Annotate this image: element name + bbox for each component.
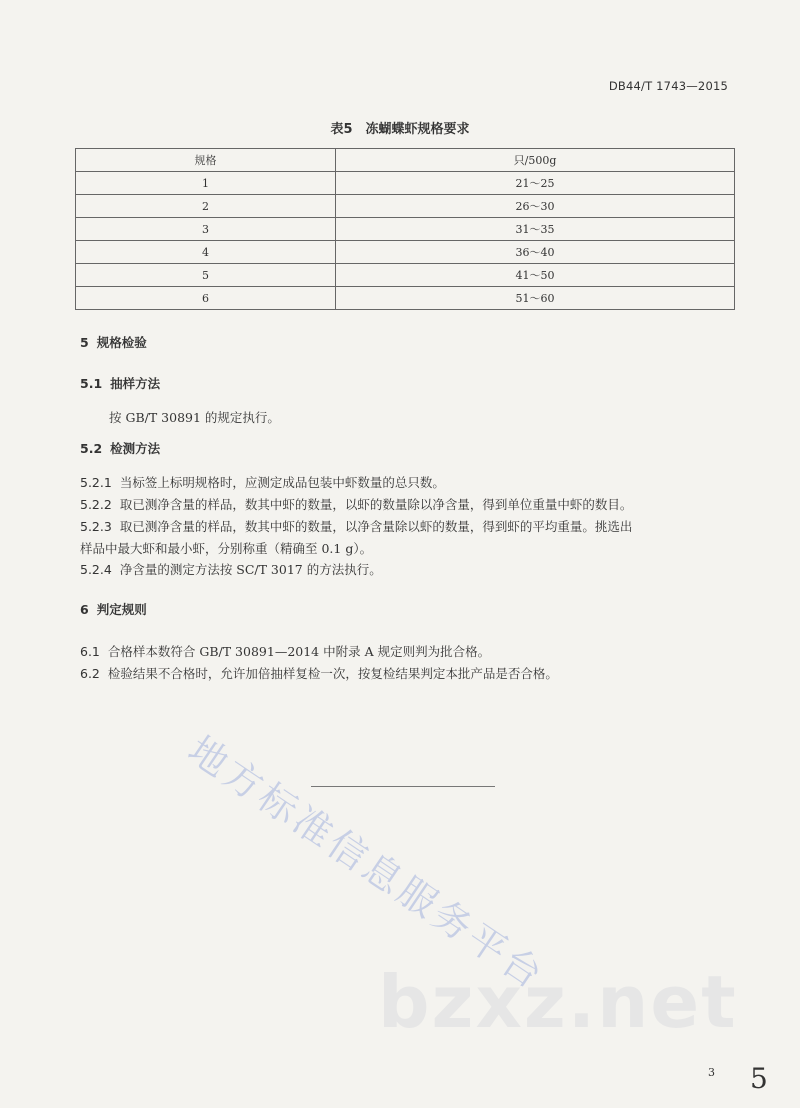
clause-number: 5.2.1 (80, 475, 112, 490)
end-rule (311, 786, 495, 787)
section-5-1-text: 按 GB/T 30891 的规定执行。 (109, 410, 280, 425)
site-watermark: bzxz.net (378, 960, 738, 1044)
count-cell: 21～25 (336, 172, 735, 195)
document-code: DB44/T 1743—2015 (608, 79, 728, 93)
table-row (76, 172, 735, 195)
clause-text: 取已测净含量的样品，数其中虾的数量，以虾的数量除以净含量，得到单位重量中虾的数目。 (119, 497, 633, 512)
clause-number: 6.2 (80, 666, 100, 681)
grade-cell: 4 (76, 241, 336, 264)
count-cell: 31～35 (336, 218, 735, 241)
table-title: 表5 冻蝴蝶虾规格要求 (330, 122, 470, 137)
section-5-2-heading (80, 439, 160, 457)
count-cell: 36～40 (336, 241, 735, 264)
clause-5-2-1 (80, 473, 445, 491)
clause-text: 净含量的测定方法按 SC/T 3017 的方法执行。 (119, 562, 382, 577)
column-header-count: 只/500g (336, 149, 735, 172)
section-title: 规格检验 (96, 335, 147, 350)
section-title: 抽样方法 (110, 376, 161, 391)
count-cell: 26～30 (336, 195, 735, 218)
column-header-grade: 规格 (76, 149, 336, 172)
clause-6-1 (80, 642, 490, 660)
corner-page-number: 5 (750, 1062, 768, 1095)
table-header-row (76, 149, 735, 172)
clause-5-2-3 (80, 517, 632, 535)
spec-table (75, 148, 735, 310)
section-title: 检测方法 (110, 441, 161, 456)
clause-text: 当标签上标明规格时，应测定成品包装中虾数量的总只数。 (119, 475, 445, 490)
grade-cell: 2 (76, 195, 336, 218)
section-6-heading (80, 600, 147, 618)
table-row (76, 241, 735, 264)
table-row (76, 264, 735, 287)
section-5-1-heading (80, 374, 160, 392)
page-number: 3 (708, 1066, 715, 1079)
section-5-heading (80, 333, 147, 351)
clause-text: 检验结果不合格时，允许加倍抽样复检一次，按复检结果判定本批产品是否合格。 (107, 666, 558, 681)
clause-text: 合格样本数符合 GB/T 30891—2014 中附录 A 规定则判为批合格。 (107, 644, 491, 659)
count-cell: 41～50 (336, 264, 735, 287)
clause-number: 5.2.2 (80, 497, 112, 512)
section-number: 5 (80, 335, 89, 350)
clause-number: 5.2.3 (80, 519, 112, 534)
section-number: 5.2 (80, 441, 103, 456)
section-number: 6 (80, 602, 89, 617)
section-title: 判定规则 (96, 602, 147, 617)
clause-5-2-2 (80, 495, 632, 513)
grade-cell: 5 (76, 264, 336, 287)
table-row (76, 218, 735, 241)
section-number: 5.1 (80, 376, 103, 391)
clause-number: 5.2.4 (80, 562, 112, 577)
grade-cell: 1 (76, 172, 336, 195)
grade-cell: 3 (76, 218, 336, 241)
watermark-text: 地方标准信息服务平台 (180, 727, 554, 999)
count-cell: 51～60 (336, 287, 735, 310)
clause-5-2-4 (80, 560, 382, 578)
clause-text: 取已测净含量的样品，数其中虾的数量，以净含量除以虾的数量，得到虾的平均重量。挑选出 (119, 519, 633, 534)
clause-5-2-3-continued: 样品中最大虾和最小虾，分别称重（精确至 0.1 g）。 (80, 541, 373, 556)
clause-6-2 (80, 664, 558, 682)
grade-cell: 6 (76, 287, 336, 310)
clause-number: 6.1 (80, 644, 100, 659)
table-row (76, 195, 735, 218)
table-row (76, 287, 735, 310)
